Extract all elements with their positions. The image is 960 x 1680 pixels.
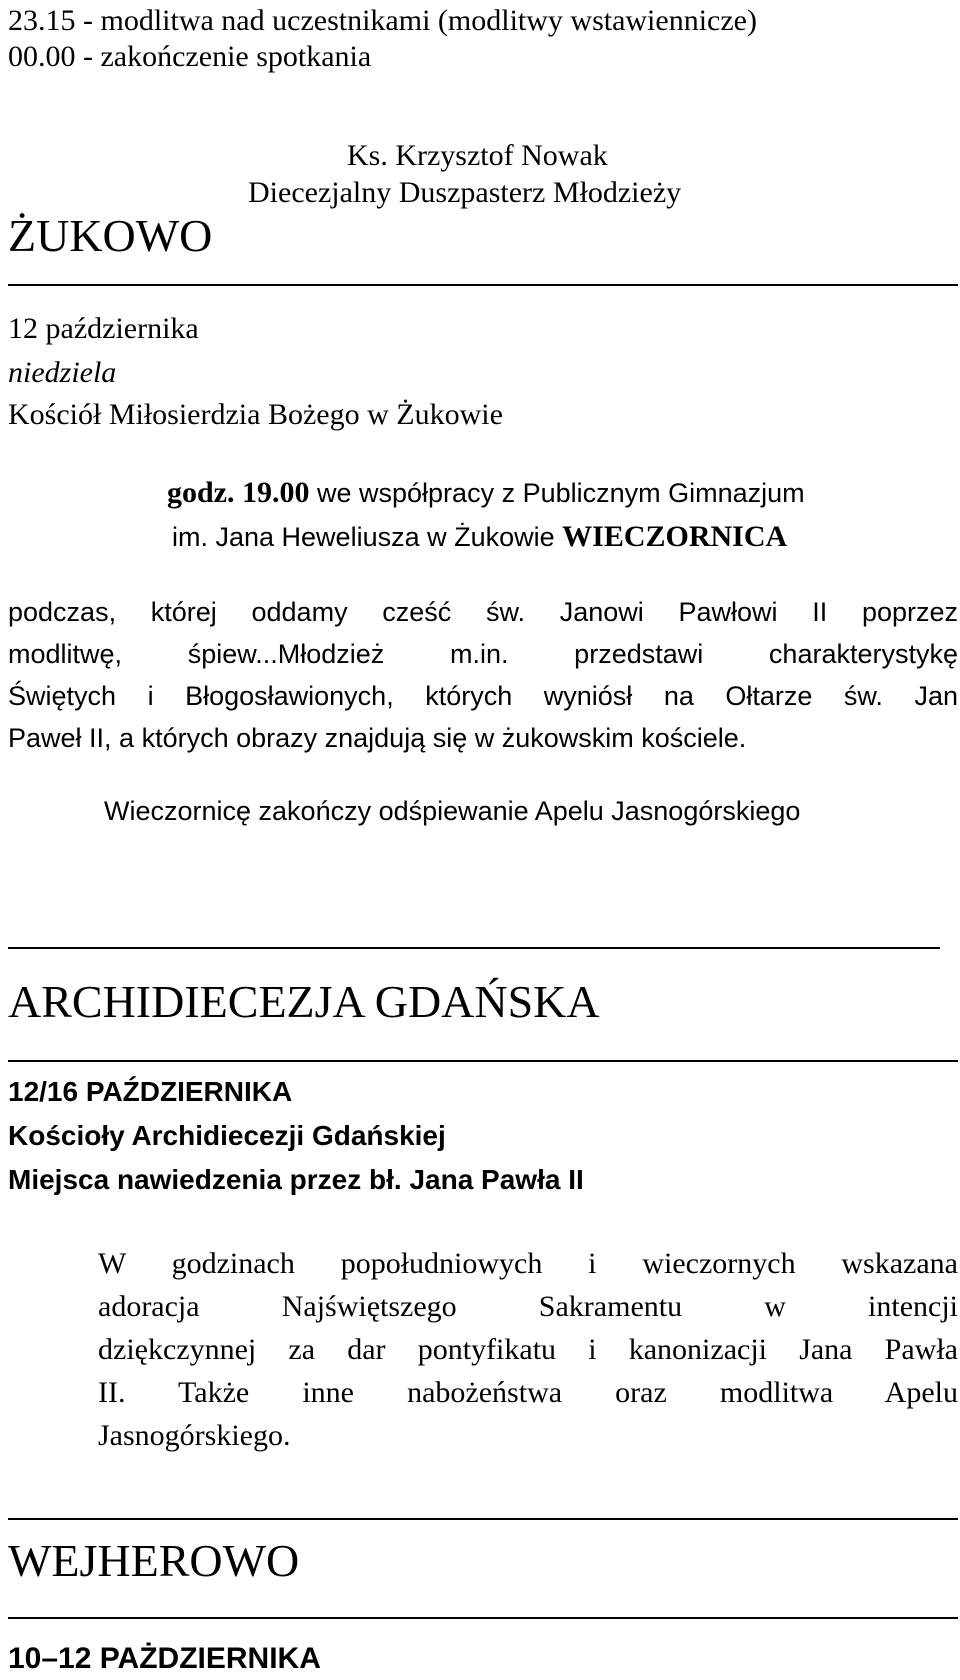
event-description-line: Świętych i Błogosławionych, których wyniósł na Ołtarze św. Jan <box>8 681 958 711</box>
event-title: WIECZORNICA <box>562 520 788 553</box>
event-date: 12 października <box>8 312 199 345</box>
event-time-line <box>167 474 805 512</box>
event-weekday: niedziela <box>8 356 117 389</box>
event-description-line: adoracja Najświętszego Sakramentu w intencji <box>98 1290 958 1323</box>
section-divider <box>8 947 940 949</box>
section-divider <box>8 284 958 286</box>
section-divider <box>8 1518 958 1520</box>
event-places: Miejsca nawiedzenia przez bł. Jana Pawła II <box>8 1164 584 1195</box>
signature-name: Ks. Krzysztof Nowak <box>347 139 608 172</box>
event-description-line: podczas, której oddamy cześć św. Janowi Pawłowi II poprzez <box>8 597 958 627</box>
section-heading-wejherowo: WEJHEROWO <box>8 1535 300 1586</box>
schedule-item-prayer: 23.15 - modlitwa nad uczestnikami (modlitwy wstawiennicze) <box>8 4 757 37</box>
event-description-line: Jasnogórskiego. <box>98 1419 291 1452</box>
event-venue: Kościoły Archidiecezji Gdańskiej <box>8 1120 446 1151</box>
section-heading-zukowo: ŻUKOWO <box>8 210 213 261</box>
signature-role: Diecezjalny Duszpasterz Młodzieży <box>248 176 682 209</box>
event-description-line: modlitwę, śpiew...Młodzież m.in. przedstawi charakterystykę <box>8 639 958 669</box>
event-description-line: II. Także inne nabożeństwa oraz modlitwa Apelu <box>98 1376 958 1409</box>
event-school-line <box>172 518 787 556</box>
event-description-line: W godzinach popołudniowych i wieczornych wskazana <box>98 1247 958 1280</box>
event-partner: we współpracy z Publicznym Gimnazjum <box>317 478 805 508</box>
schedule-item-closing: 00.00 - zakończenie spotkania <box>8 40 372 73</box>
event-description-line: dziękczynnej za dar pontyfikatu i kanonizacji Jana Pawła <box>98 1333 958 1366</box>
event-closing-note: Wieczornicę zakończy odśpiewanie Apelu Jasnogórskiego <box>104 796 801 826</box>
event-date: 12/16 PAŹDZIERNIKA <box>8 1076 293 1107</box>
event-school: im. Jana Heweliusza w Żukowie <box>172 522 555 552</box>
section-divider <box>8 1617 958 1619</box>
section-heading-gdansk: ARCHIDIECEZJA GDAŃSKA <box>8 976 600 1027</box>
event-venue: Kościół Miłosierdzia Bożego w Żukowie <box>8 398 503 431</box>
section-divider <box>8 1060 958 1062</box>
event-date: 10–12 PAŻDZIERNIKA <box>8 1642 321 1675</box>
event-time: godz. 19.00 <box>167 476 310 509</box>
event-description-line: Paweł II, a których obrazy znajdują się w żukowskim kościele. <box>8 723 747 753</box>
